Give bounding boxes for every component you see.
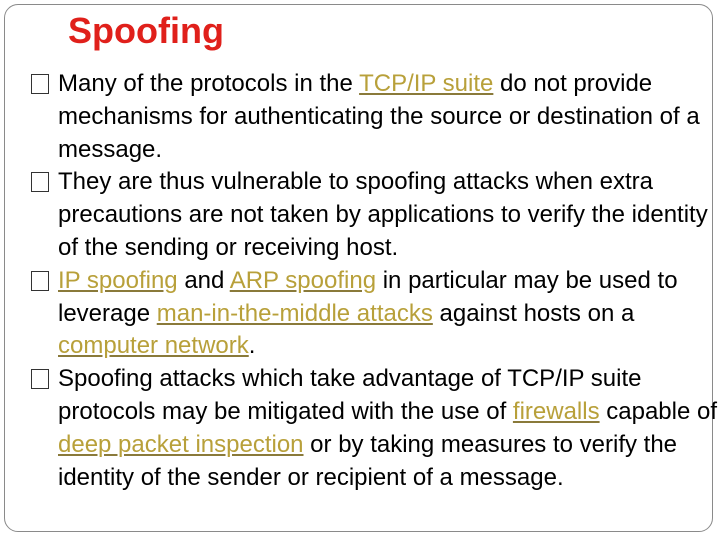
bullet-text: Many of the protocols in the [58,70,360,97]
bullet-list [31,68,720,494]
bullet-text: against hosts on a [432,299,635,327]
link-firewalls[interactable]: firewalls [512,397,600,425]
link-tcp-ip-suite[interactable]: TCP/IP suite [359,70,494,97]
bullet-text: or by taking measures to verify the identity of the sender or recipient of a message. [58,430,678,491]
bullet-text: and [177,266,230,294]
bullet-text: in particular may be used to leverage [58,266,678,327]
link-man-in-the-middle[interactable]: man-in-the-middle attacks [156,299,433,327]
bullet-box-icon [31,369,49,389]
bullet-box-icon [31,271,49,291]
bullet-text: They are thus vulnerable to spoofing attacks when extra precautions are not taken by applications to verify the identity of the sending or receiving host. [58,168,708,261]
bullet-item [31,265,720,363]
bullet-text: capable of [599,397,718,425]
bullet-item [31,166,720,264]
bullet-text: Spoofing attacks which take advantage of TCP/IP suite protocols may be mitigated with the use of [58,365,642,425]
link-deep-packet-inspection[interactable]: deep packet inspection [58,430,304,458]
bullet-text: . [248,332,256,360]
link-computer-network[interactable]: computer network [58,332,249,360]
bullet-item [31,68,720,166]
link-ip-spoofing[interactable]: IP spoofing [58,266,178,294]
bullet-text: do not provide mechanisms for authenticating the source or destination of a message. [58,70,700,163]
bullet-box-icon [31,172,49,192]
bullet-item [31,363,720,494]
bullet-box-icon [31,74,49,94]
link-arp-spoofing[interactable]: ARP spoofing [229,266,377,294]
slide-title: Spoofing [68,10,224,51]
